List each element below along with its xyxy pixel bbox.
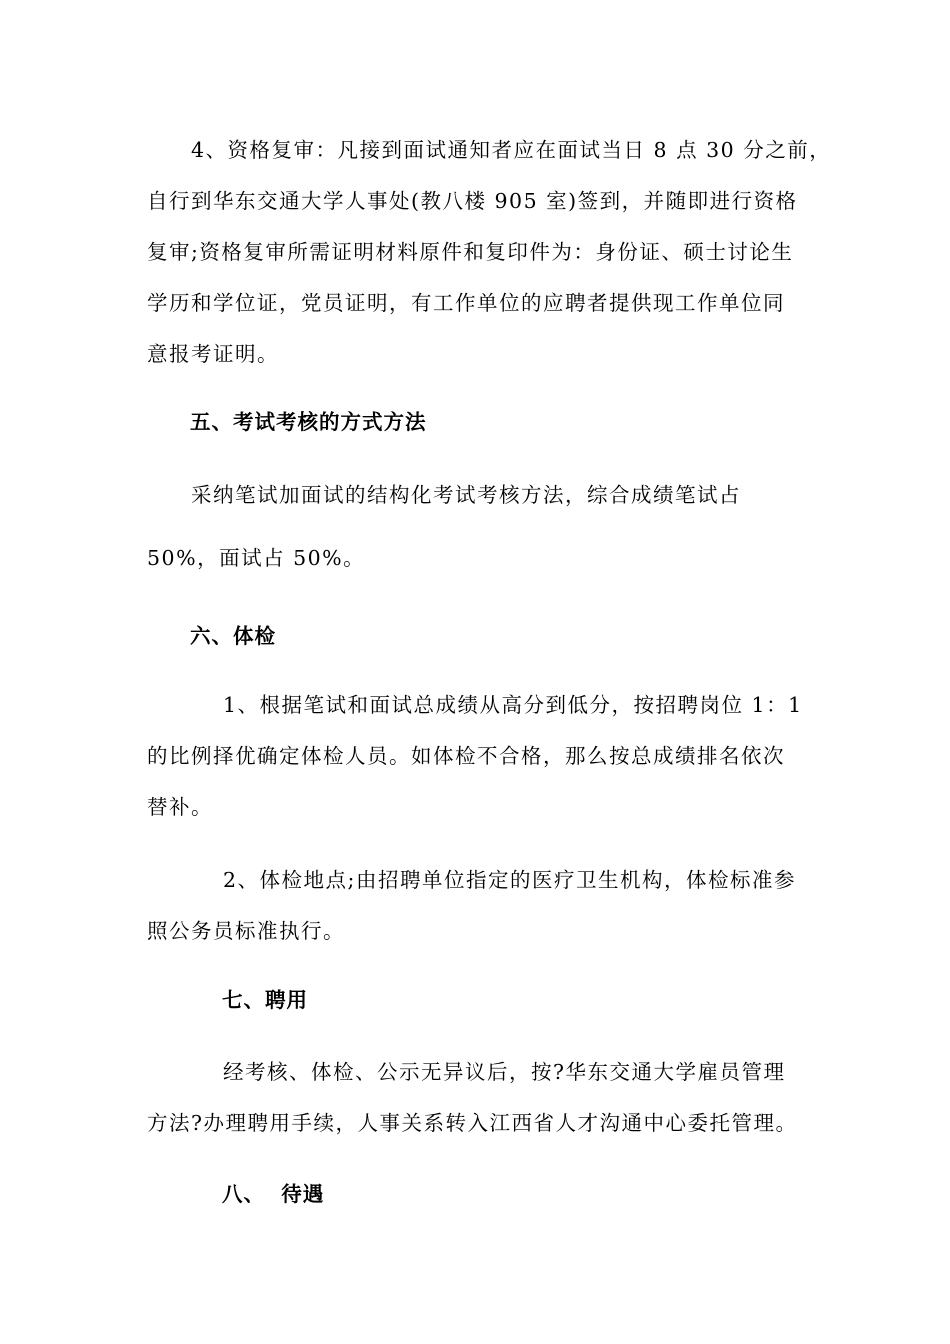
paragraph-line: 2、体检地点;由招聘单位指定的医疗卫生机构，体检标准参 (223, 868, 796, 892)
paragraph-line: 方法?办理聘用手续，人事关系转入江西省人才沟通中心委托管理。 (147, 1111, 798, 1135)
paragraph-line: 自行到华东交通大学人事处(教八楼 905 室)签到，并随即进行资格 (147, 189, 798, 213)
paragraph-line: 4、资格复审：凡接到面试通知者应在面试当日 8 点 30 分之前， (191, 138, 832, 162)
physical-exam-item-2 (147, 855, 807, 957)
hiring-paragraph (147, 1047, 807, 1149)
paragraph-line: 经考核、体检、公示无异议后，按?华东交通大学雇员管理 (223, 1060, 786, 1084)
exam-methods-paragraph (147, 470, 807, 584)
physical-exam-heading: 六、体检 (190, 624, 276, 648)
paragraph-line: 复审;资格复审所需证明材料原件和复印件为：身份证、硕士讨论生 (147, 240, 794, 264)
paragraph-line: 替补。 (147, 795, 213, 819)
paragraph-line: 学历和学位证，党员证明，有工作单位的应聘者提供现工作单位同 (147, 291, 785, 315)
paragraph-line: 50%，面试占 50%。 (147, 546, 366, 570)
paragraph-line: 的比例择优确定体检人员。如体检不合格，那么按总成绩排名依次 (147, 744, 785, 768)
paragraph-line: 1、根据笔试和面试总成绩从高分到低分，按招聘岗位 1：1 (223, 693, 803, 717)
benefits-heading: 八、 待遇 (222, 1182, 325, 1206)
qualification-review-paragraph (147, 125, 832, 380)
physical-exam-item-1 (147, 680, 807, 833)
paragraph-line: 采纳笔试加面试的结构化考试考核方法，综合成绩笔试占 (191, 483, 741, 507)
paragraph-line: 照公务员标准执行。 (147, 919, 345, 943)
hiring-heading: 七、聘用 (222, 988, 308, 1012)
exam-methods-heading: 五、考试考核的方式方法 (190, 410, 427, 434)
paragraph-line: 意报考证明。 (147, 342, 279, 366)
